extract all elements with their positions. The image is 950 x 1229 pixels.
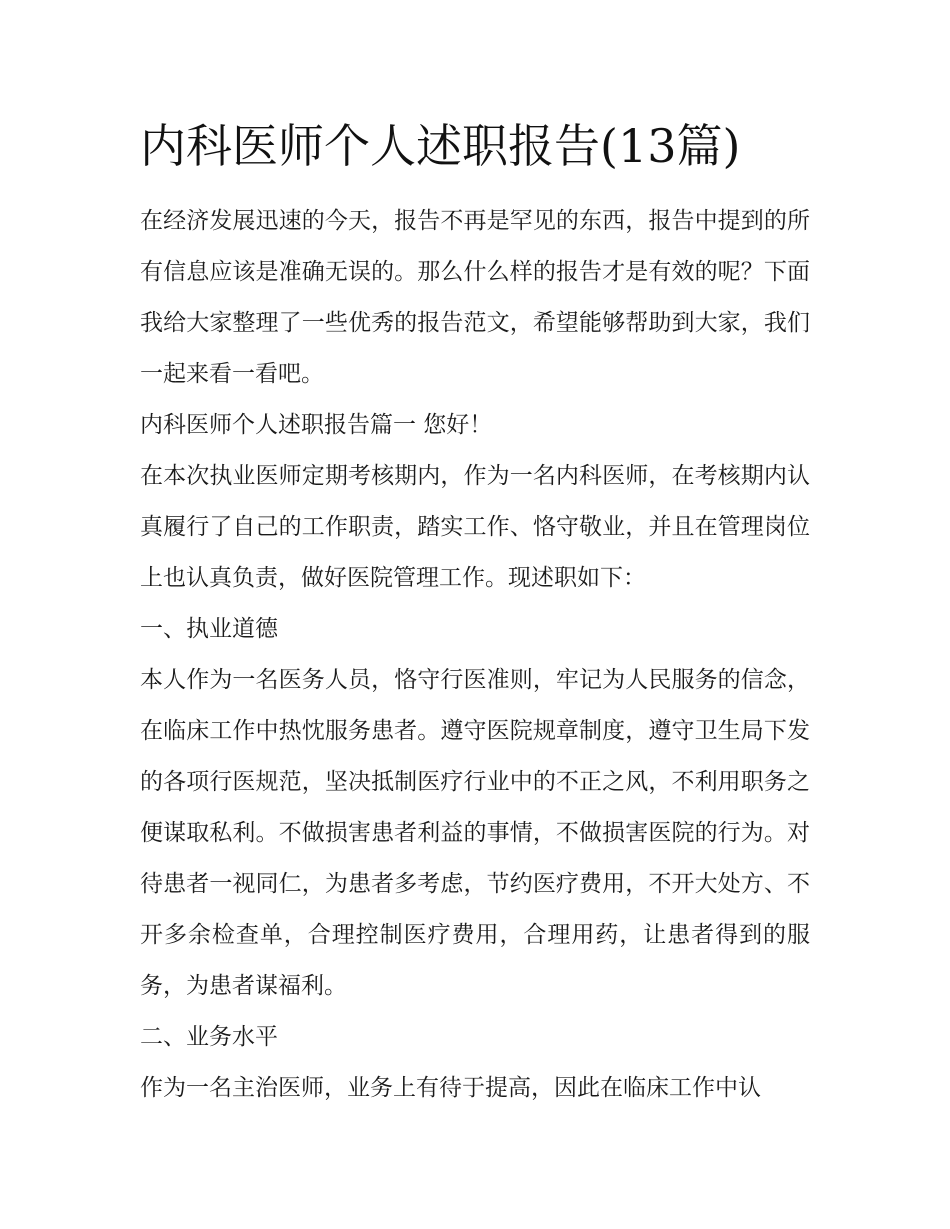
intro-paragraph: 在经济发展迅速的今天，报告不再是罕见的东西，报告中提到的所有信息应该是准确无误的。那么什么样的报告才是有效的呢？下面我给大家整理了一些优秀的报告范文，希望能够帮助到大家，我们一起来看一看吧。 [140,208,810,387]
document-title: 内科医师个人述职报告(13篇) [140,119,741,173]
section-heading-skills: 二、业务水平 [140,1024,278,1050]
document-body [140,196,810,1114]
body-paragraph: 本人作为一名医务人员，恪守行医准则，牢记为人民服务的信念，在临床工作中热忱服务患者。遵守医院规章制度，遵守卫生局下发的各项行医规范，坚决抵制医疗行业中的不正之风，不利用职务之便谋取私利。不做损害患者利益的事情，不做损害医院的行为。对待患者一视同仁，为患者多考虑，节约医疗费用，不开大处方、不开多余检查单，合理控制医疗费用，合理用药，让患者得到的服务，为患者谋福利。 [140,667,810,999]
body-paragraph: 在本次执业医师定期考核期内，作为一名内科医师，在考核期内认真履行了自己的工作职责，踏实工作、恪守敬业，并且在管理岗位上也认真负责，做好医院管理工作。现述职如下： [140,463,810,591]
section-heading-greeting: 内科医师个人述职报告篇一 您好！ [140,412,493,438]
section-heading-ethics: 一、执业道德 [140,616,278,642]
body-paragraph: 作为一名主治医师，业务上有待于提高，因此在临床工作中认 [140,1075,761,1101]
